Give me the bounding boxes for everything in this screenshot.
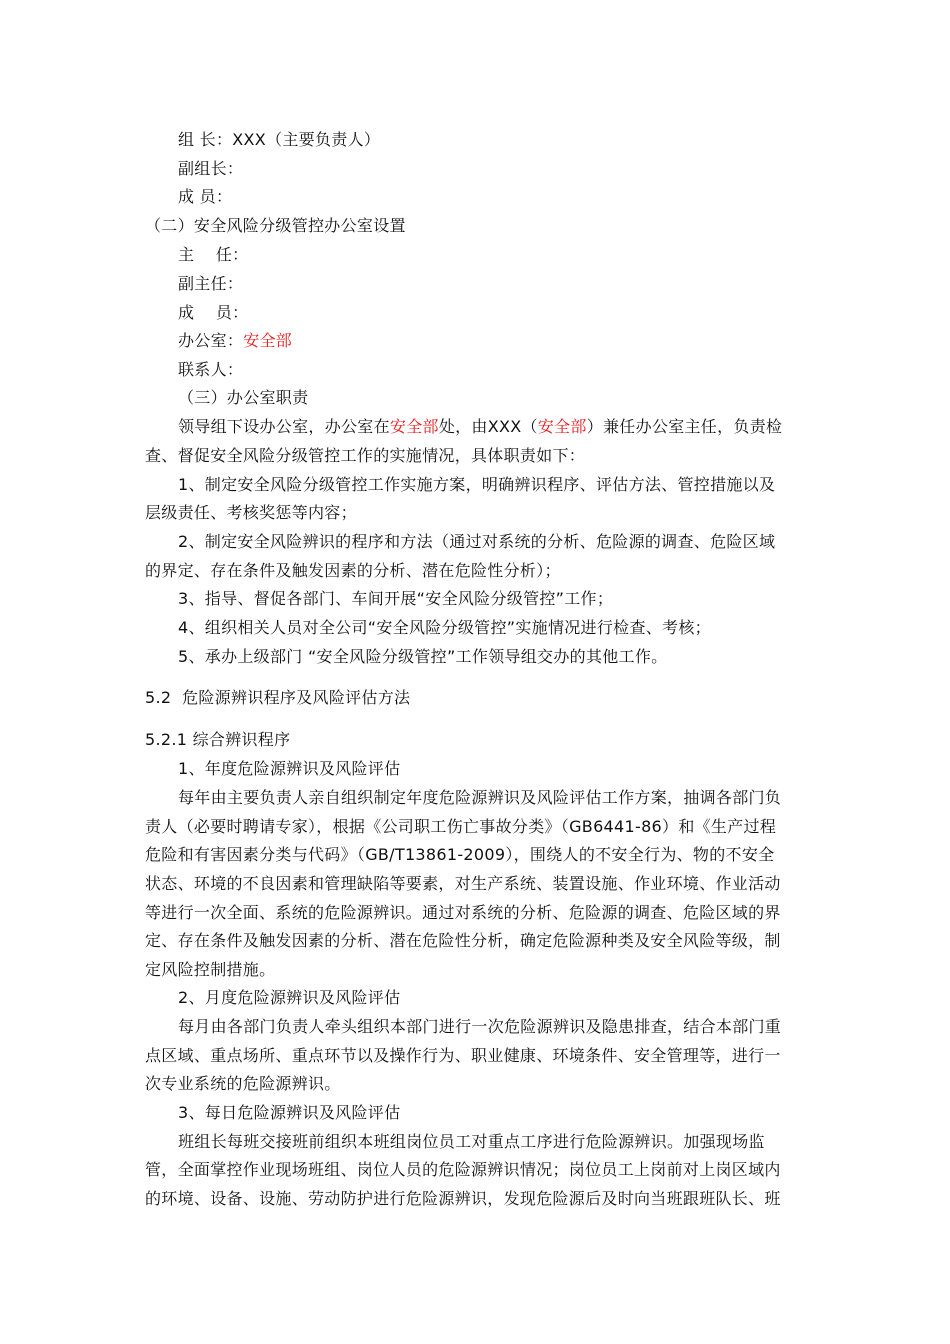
- annual-line-5: 等进行一次全面、系统的危险源辨识。通过对系统的分析、危险源的调查、危险区域的界: [145, 903, 781, 922]
- daily-line-1: 班组长每班交接班前组织本班组岗位员工对重点工序进行危险源辨识。加强现场监: [178, 1132, 765, 1151]
- daily-line-2: 管，全面掌控作业现场班组、岗位人员的危险源辨识情况；岗位员工上岗前对上岗区域内: [145, 1160, 781, 1179]
- duties-intro-line2: 查、督促安全风险分级管控工作的实施情况，具体职责如下：: [145, 446, 586, 465]
- duty-item-5: 5、承办上级部门 “安全风险分级管控”工作领导组交办的其他工作。: [178, 647, 668, 666]
- deputy-leader-line: 副组长：: [178, 159, 244, 178]
- daily-line-3: 的环境、设备、设施、劳动防护进行危险源辨识，发现危险源后及时向当班跟班队长、班: [145, 1189, 781, 1208]
- section-5-2-1-heading: 5.2.1 综合辨识程序: [145, 730, 291, 749]
- annual-line-7: 定风险控制措施。: [145, 960, 276, 979]
- monthly-line-2: 点区域、重点场所、重点环节以及操作行为、职业健康、环境条件、安全管理等，进行一: [145, 1046, 781, 1065]
- highlight-dept-2: 安全部: [537, 417, 587, 436]
- daily-heading: 3、每日危险源辨识及风险评估: [178, 1103, 401, 1122]
- office-members-line: 成 员：: [178, 303, 249, 322]
- monthly-line-1: 每月由各部门负责人牵头组织本部门进行一次危险源辨识及隐患排查，结合本部门重: [178, 1017, 782, 1036]
- duty-item-1-line2: 层级责任、考核奖惩等内容；: [145, 503, 357, 522]
- office-line: [178, 331, 292, 351]
- duty-item-3: 3、指导、督促各部门、车间开展“安全风险分级管控”工作；: [178, 589, 614, 608]
- annual-line-6: 定、存在条件及触发因素的分析、潜在危险性分析，确定危险源种类及安全风险等级，制: [145, 931, 781, 950]
- members-line: 成 员：: [178, 187, 233, 206]
- duty-item-1-line1: 1、制定安全风险分级管控工作实施方案，明确辨识程序、评估方法、管控措施以及: [178, 475, 776, 494]
- annual-line-4: 状态、环境的不良因素和管理缺陷等要素，对生产系统、装置设施、作业环境、作业活动: [145, 874, 781, 893]
- office-label: 办公室：: [178, 331, 244, 350]
- section-5-2-heading: 5.2 危险源辨识程序及风险评估方法: [145, 688, 411, 707]
- annual-line-2: 责人（必要时聘请专家），根据《公司职工伤亡事故分类》（GB6441-86）和《生产过程: [145, 817, 777, 836]
- annual-line-3: 危险和有害因素分类与代码》（GB/T13861-2009），围绕人的不安全行为、物的不安全: [145, 845, 775, 864]
- monthly-line-3: 次专业系统的危险源辨识。: [145, 1074, 341, 1093]
- leader-line: 组 长：XXX（主要负责人）: [178, 130, 381, 149]
- duty-item-4: 4、组织相关人员对全公司“安全风险分级管控”实施情况进行检查、考核；: [178, 618, 711, 637]
- office-setup-heading: （二）安全风险分级管控办公室设置: [145, 216, 406, 235]
- monthly-heading: 2、月度危险源辨识及风险评估: [178, 988, 401, 1007]
- annual-heading: 1、年度危险源辨识及风险评估: [178, 759, 401, 778]
- duty-item-2-line2: 的界定、存在条件及触发因素的分析、潜在危险性分析）；: [145, 561, 561, 580]
- deputy-director-line: 副主任：: [178, 274, 244, 293]
- duty-item-2-line1: 2、制定安全风险辨识的程序和方法（通过对系统的分析、危险源的调查、危险区域: [178, 532, 776, 551]
- office-duties-heading: （三）办公室职责: [178, 388, 309, 407]
- duties-intro-line1: 领导组下设办公室，办公室在安全部处，由XXX（安全部）兼任办公室主任，负责检: [178, 417, 783, 436]
- contact-line: 联系人：: [178, 360, 244, 379]
- highlight-dept-1: 安全部: [389, 417, 439, 436]
- annual-line-1: 每年由主要负责人亲自组织制定年度危险源辨识及风险评估工作方案，抽调各部门负: [178, 788, 782, 807]
- office-value: 安全部: [243, 331, 293, 350]
- director-line: 主 任：: [178, 245, 249, 264]
